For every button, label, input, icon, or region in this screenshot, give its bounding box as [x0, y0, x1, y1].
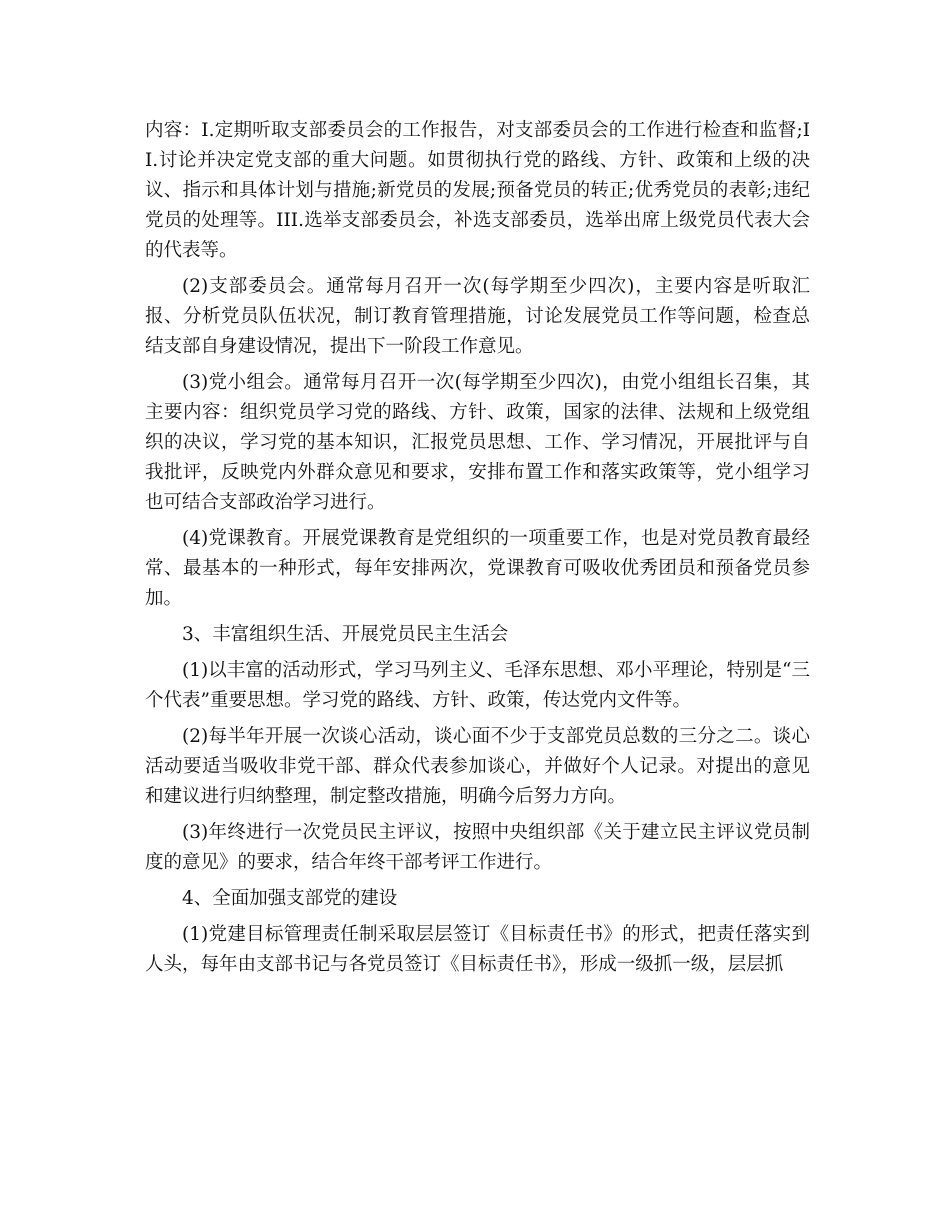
section-heading-3: 3、丰富组织生活、开展党员民主生活会 — [182, 624, 509, 645]
paragraph-branch-committee: (2)支部委员会。通常每月召开一次(每学期至少四次)，主要内容是听取汇报、分析党员队伍状况，制订教育管理措施，讨论发展党员工作等问题，检查总结支部自身建设情况，提出下一阶段工作意见。 — [145, 276, 810, 357]
paragraph-party-group-meeting: (3)党小组会。通常每月召开一次(每学期至少四次)，由党小组组长召集，其主要内容：组织党员学习党的路线、方针、政策，国家的法律、法规和上级党组织的决议，学习党的基本知识，汇报党员思想、工作、学习情况，开展批评与自我批评，反映党内外群众意见和要求，安排布置工作和落实政策等，党小组学习也可结合支部政治学习进行。 — [145, 372, 810, 513]
paragraph-democratic-evaluation: (3)年终进行一次党员民主评议，按照中央组织部《关于建立民主评议党员制度的意见》的要求，结合年终干部考评工作进行。 — [145, 822, 810, 873]
document-page — [145, 116, 810, 986]
paragraph-heart-to-heart: (2)每半年开展一次谈心活动，谈心面不少于支部党员总数的三分之二。谈心活动要适当吸收非党干部、群众代表参加谈心，并做好个人记录。对提出的意见和建议进行归纳整理，制定整改措施，明确今后努力方向。 — [145, 726, 810, 807]
paragraph-party-lecture: (4)党课教育。开展党课教育是党组织的一项重要工作，也是对党员教育最经常、最基本的一种形式，每年安排两次，党课教育可吸收优秀团员和预备党员参加。 — [145, 528, 810, 609]
paragraph-meeting-content: 内容：I.定期听取支部委员会的工作报告，对支部委员会的工作进行检查和监督;II.讨论并决定党支部的重大问题。如贯彻执行党的路线、方针、政策和上级的决议、指示和具体计划与措施;新党员的发展;预备党员的转正;优秀党员的表彰;违纪党员的处理等。III.选举支部委员会，补选支部委员，选举出席上级党员代表大会的代表等。 — [145, 120, 810, 261]
section-heading-4: 4、全面加强支部党的建设 — [182, 888, 398, 909]
paragraph-activity-forms: (1)以丰富的活动形式，学习马列主义、毛泽东思想、邓小平理论，特别是“三个代表”重要思想。学习党的路线、方针、政策，传达党内文件等。 — [145, 660, 810, 711]
paragraph-responsibility-system: (1)党建目标管理责任制采取层层签订《目标责任书》的形式，把责任落实到人头，每年由支部书记与各党员签订《目标责任书》，形成一级抓一级，层层抓 — [145, 924, 810, 975]
